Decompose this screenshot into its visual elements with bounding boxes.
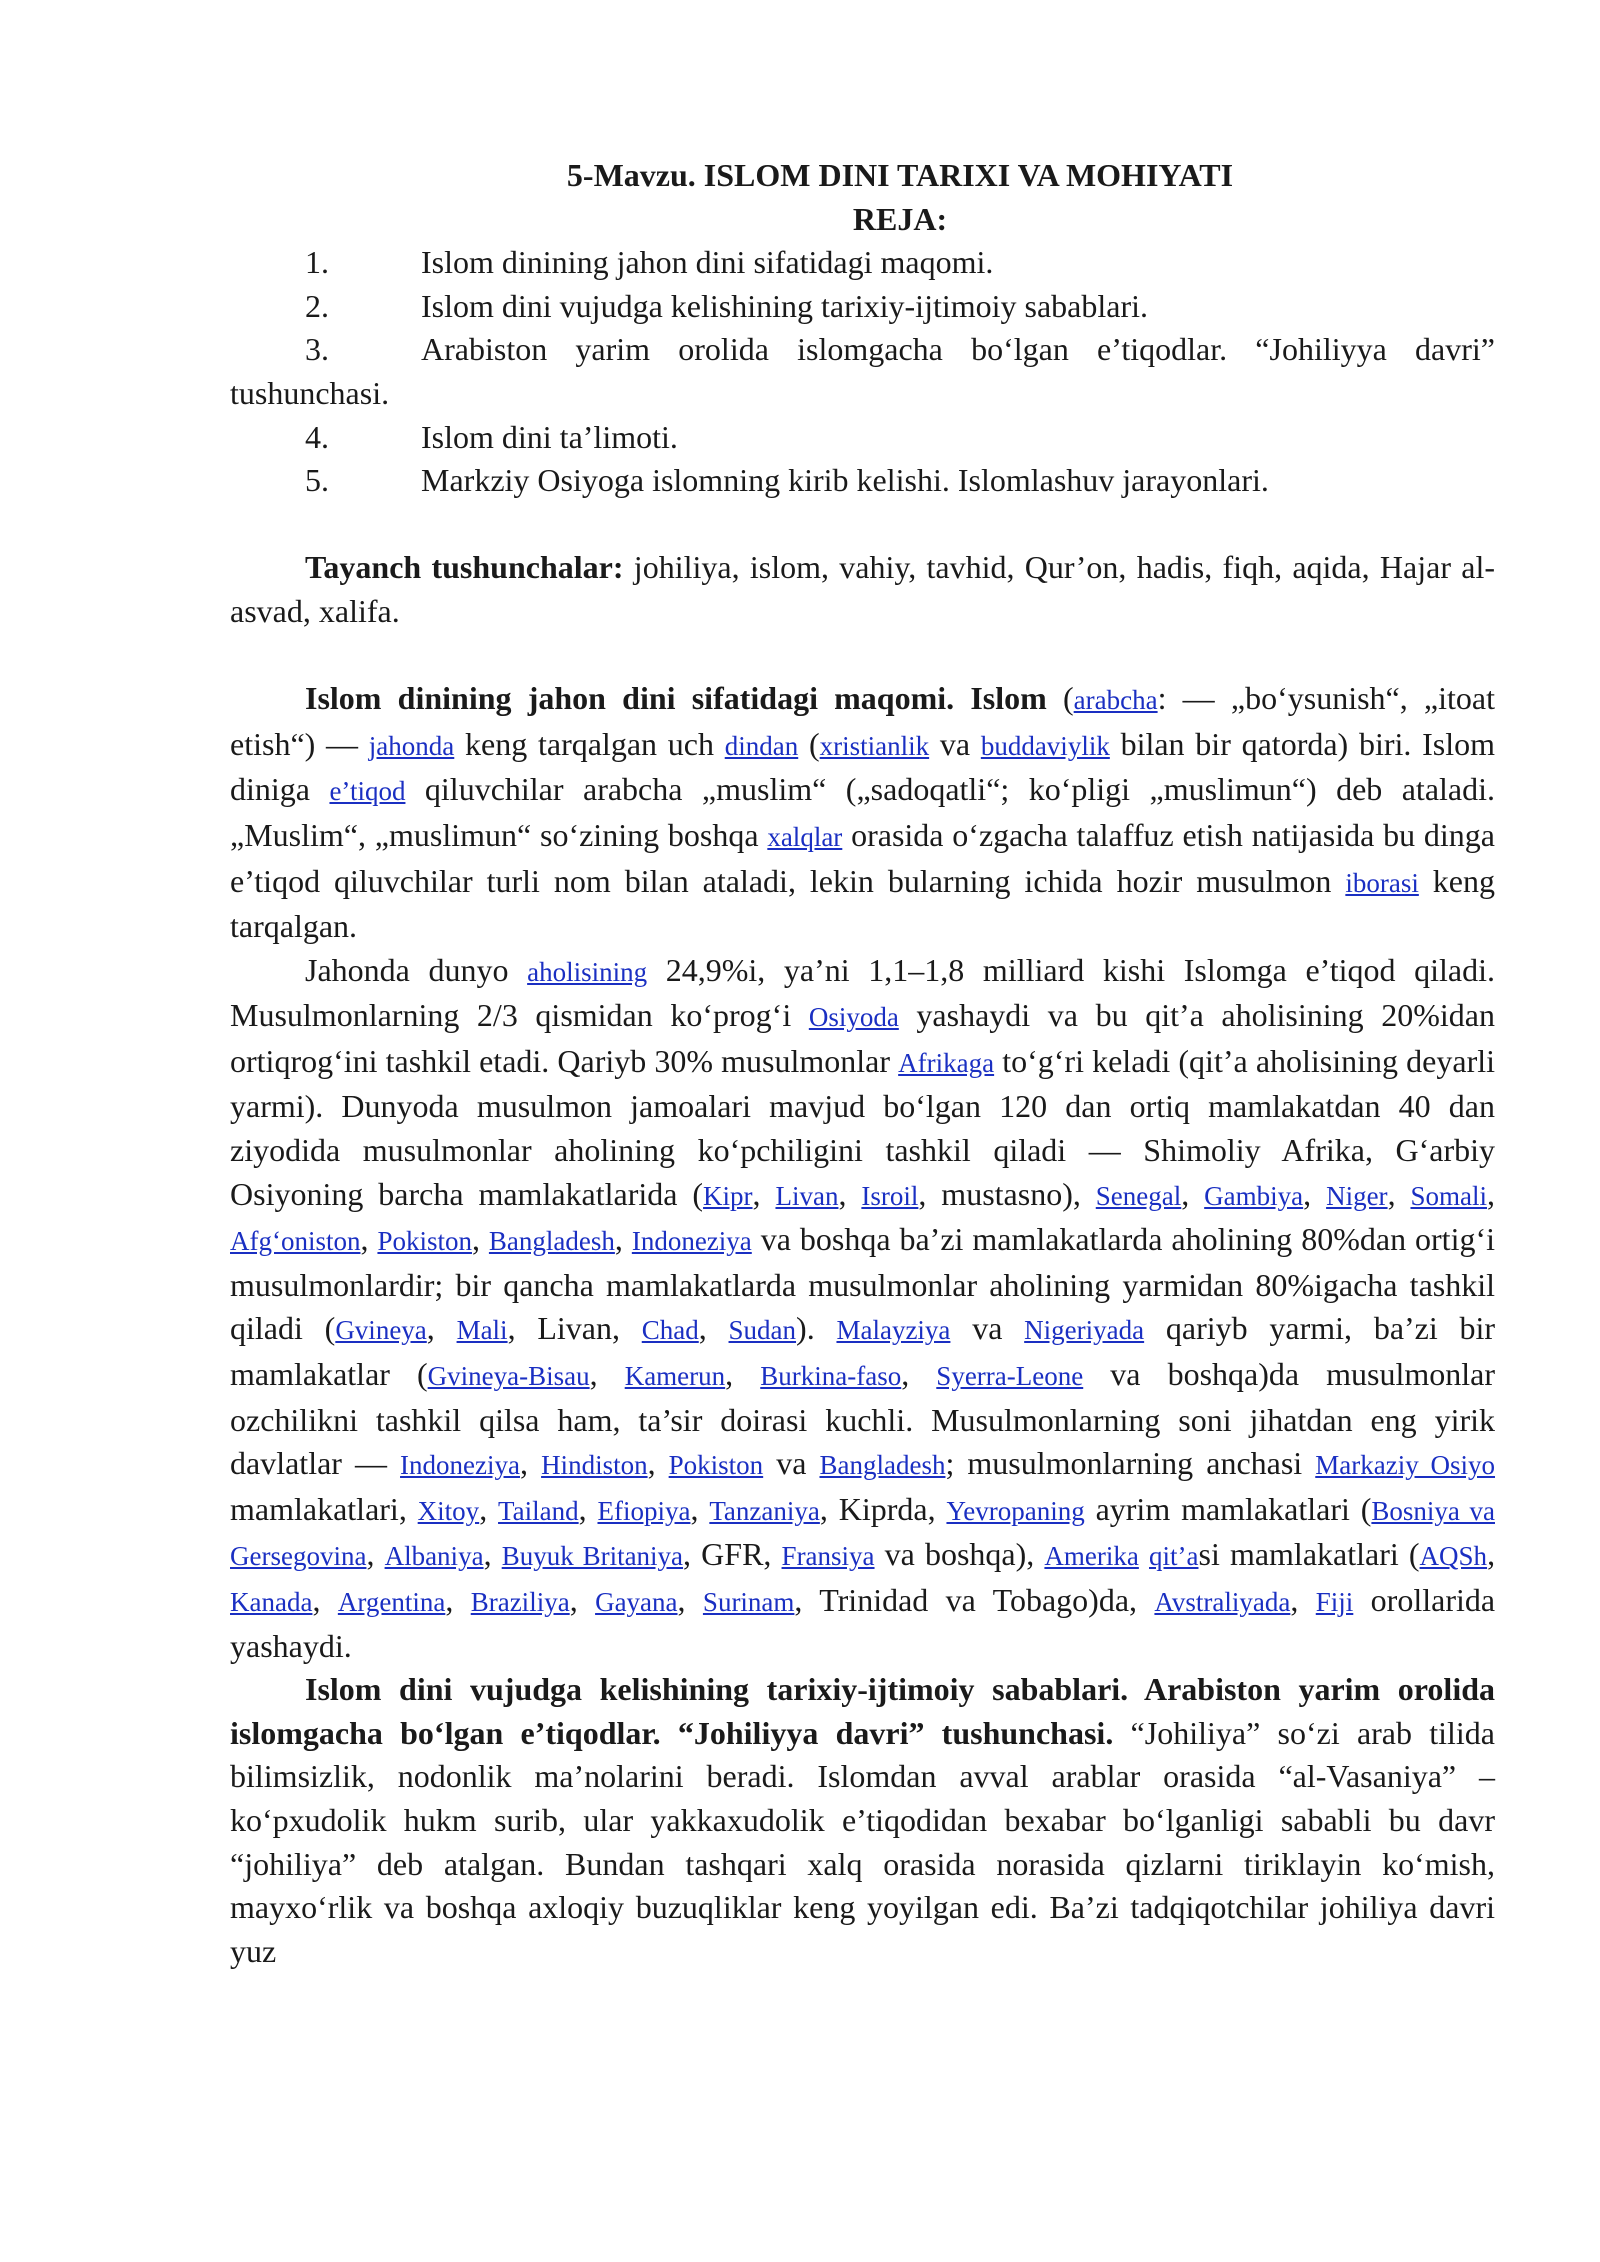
inline-link[interactable]: Xitoy — [417, 1495, 480, 1526]
inline-link[interactable]: Sudan — [728, 1315, 797, 1346]
inline-link[interactable]: Mali — [456, 1315, 508, 1346]
plan-item-text: Islom dini ta’limoti. — [421, 418, 678, 455]
spacer — [230, 503, 1495, 547]
inline-link[interactable]: Kanada — [230, 1587, 313, 1617]
plan-item-text: Islom dini vujudga kelishining tarixiy-ijtimoiy sabablari. — [421, 287, 1149, 324]
plan-item-number: 1. — [305, 244, 329, 281]
inline-link[interactable]: aholisining — [527, 956, 648, 987]
inline-link[interactable]: Burkina-faso — [760, 1361, 902, 1392]
inline-link[interactable]: AQSh — [1419, 1541, 1488, 1572]
inline-link[interactable]: Somali — [1410, 1180, 1487, 1211]
inline-link[interactable]: Braziliya — [470, 1587, 570, 1617]
plan-item — [230, 416, 1495, 460]
inline-link[interactable]: iborasi — [1345, 867, 1419, 898]
page-title: 5-Mavzu. ISLOM DINI TARIXI VA MOHIYATI — [566, 157, 1234, 193]
plan-item-text: Islom dinining jahon dini sifatidagi maqomi. — [421, 244, 994, 281]
inline-link[interactable]: Hindiston — [541, 1450, 648, 1481]
plan-item-text: Arabiston yarim orolida islomgacha bo‘lgan e’tiqodlar. “Johiliyya davri” tushunchasi. — [230, 331, 1495, 411]
inline-link[interactable]: Surinam — [702, 1587, 795, 1617]
inline-link[interactable]: Senegal — [1095, 1180, 1182, 1211]
inline-link[interactable]: Isroil — [861, 1180, 919, 1211]
plan-item-number: 2. — [305, 287, 329, 324]
inline-link[interactable]: Avstraliyada — [1154, 1587, 1291, 1617]
inline-link[interactable]: Nigeriyada — [1024, 1315, 1145, 1346]
inline-link[interactable]: Indoneziya — [631, 1226, 752, 1257]
inline-link[interactable]: Argentina — [337, 1587, 446, 1617]
inline-link[interactable]: Gvineya — [335, 1315, 427, 1346]
inline-link[interactable]: Bangladesh — [488, 1226, 615, 1257]
key-concepts-text: johiliya, islom, vahiy, tavhid, Qur’on, hadis, fiqh, aqida, Hajar al-asvad, xalifa. — [230, 549, 1496, 629]
inline-link[interactable]: Kamerun — [624, 1361, 726, 1392]
inline-link[interactable]: Efiopiya — [597, 1495, 691, 1526]
inline-link[interactable]: Markaziy Osiyo — [1315, 1450, 1496, 1481]
inline-link[interactable]: Osiyoda — [808, 1002, 899, 1033]
plan-item-number: 5. — [305, 462, 329, 499]
inline-link[interactable]: Bosniya va Gersegovina — [230, 1495, 1495, 1572]
inline-link[interactable]: Albaniya — [384, 1541, 484, 1572]
key-concepts-label: Tayanch tushunchalar: — [305, 549, 624, 586]
inline-link[interactable]: qit’a — [1149, 1541, 1199, 1572]
plan-item — [230, 459, 1495, 503]
inline-link[interactable]: Afrikaga — [898, 1047, 995, 1078]
inline-link[interactable]: xristianlik — [819, 730, 930, 761]
inline-link[interactable]: Fransiya — [781, 1541, 875, 1572]
inline-link[interactable]: arabcha — [1073, 685, 1158, 716]
spacer — [230, 634, 1495, 678]
inline-link[interactable]: xalqlar — [767, 821, 843, 852]
inline-link[interactable]: Kipr — [703, 1180, 753, 1211]
inline-link[interactable]: Bangladesh — [819, 1450, 946, 1481]
inline-link[interactable]: Indoneziya — [400, 1450, 520, 1481]
inline-link[interactable]: Tailand — [498, 1495, 579, 1526]
inline-link[interactable]: e’tiqod — [329, 776, 406, 807]
inline-link[interactable]: buddaviylik — [980, 730, 1110, 761]
section1-heading: Islom dinining jahon dini sifatidagi maqomi. Islom — [305, 680, 1047, 717]
section1-paragraph1 — [230, 677, 1495, 949]
plan-item-number: 4. — [305, 418, 329, 455]
key-concepts-paragraph — [230, 546, 1495, 633]
inline-link[interactable]: Chad — [641, 1315, 699, 1346]
plan-heading: REJA: — [852, 200, 948, 237]
document-page — [230, 150, 1495, 1973]
inline-link[interactable]: Syerra-Leone — [936, 1361, 1084, 1392]
section2-paragraph — [230, 1668, 1495, 1973]
inline-link[interactable]: Afg‘oniston — [230, 1226, 361, 1257]
inline-link[interactable]: Niger — [1326, 1180, 1388, 1211]
inline-link[interactable]: Tanzaniya — [709, 1495, 820, 1526]
plan-item-text: Markziy Osiyoga islomning kirib kelishi. Islomlashuv jarayonlari. — [421, 462, 1269, 499]
inline-link[interactable]: Buyuk Britaniya — [501, 1541, 684, 1572]
plan-item-number: 3. — [305, 331, 329, 368]
plan-item — [230, 328, 1495, 415]
section1-paragraph1-body: (arabcha: — „bo‘ysunish“, „itoat etish“) — jahonda keng tarqalgan uch dindan (xristianlik va buddaviylik bilan bir qatorda) biri. Islom diniga e’tiqod qiluvchilar arabcha „muslim“ („sadoqatli“; ko‘pligi „muslimun“) deb ataladi. „Muslim“, „muslimun“ so‘zining boshqa xalqlar orasida o‘zgacha talaffuz etish natijasida bu dinga e’tiqod qiluvchilar turli nom bilan ataladi, lekin bularning ichida hozir musulmon iborasi keng tarqalgan. — [230, 680, 1496, 945]
inline-link[interactable]: Pokiston — [668, 1450, 764, 1481]
inline-link[interactable]: Gayana — [595, 1587, 678, 1617]
inline-link[interactable]: Amerika — [1044, 1541, 1139, 1572]
plan-list — [230, 241, 1495, 503]
inline-link[interactable]: dindan — [724, 730, 799, 761]
inline-link[interactable]: Malayziya — [836, 1315, 951, 1346]
inline-link[interactable]: Gvineya-Bisau — [427, 1361, 590, 1392]
inline-link[interactable]: Livan — [775, 1180, 839, 1211]
plan-item — [230, 241, 1495, 285]
inline-link[interactable]: Gambiya — [1204, 1180, 1304, 1211]
inline-link[interactable]: Yevropaning — [946, 1495, 1085, 1526]
section2-heading: Islom dini vujudga kelishining tarixiy-ijtimoiy sabablari. Arabiston yarim orolida islomgacha bo‘lgan e’tiqodlar. “Johiliyya davri” tushunchasi. — [230, 1671, 1495, 1751]
section1-paragraph2: Jahonda dunyo aholisining 24,9%i, ya’ni 1,1–1,8 milliard kishi Islomga e’tiqod qiladi. Musulmonlarning 2/3 qismidan ko‘prog‘i Osiyoda yashaydi va bu qit’a aholisining 20%idan ortiqrog‘ini tashkil etadi. Qariyb 30% musulmonlar Afrikaga to‘g‘ri keladi (qit’a aholisining deyarli yarmi). Dunyoda musulmon jamoalari mavjud bo‘lgan 120 dan ortiq mamlakatdan 40 dan ziyodida musulmonlar aholining ko‘pchiligini tashkil qiladi — Shimoliy Afrika, G‘arbiy Osiyoning barcha mamlakatlarida (Kipr, Livan, Isroil, mustasno), Senegal, Gambiya, Niger, Somali, Afg‘oniston, Pokiston, Bangladesh, Indoneziya va boshqa ba’zi mamlakatlarda aholining 80%dan ortig‘i musulmonlardir; bir qancha mamlakatlarda musulmonlar aholining yarmidan 80%igacha tashkil qiladi (Gvineya, Mali, Livan, Chad, Sudan). Malayziya va Nigeriyada qariyb yarmi, ba’zi bir mamlakatlar (Gvineya-Bisau, Kamerun, Burkina-faso, Syerra-Leone va boshqa)da musulmonlar ozchilikni tashkil qilsa ham, ta’sir doirasi kuchli. Musulmonlarning soni jihatdan eng yirik davlatlar — Indoneziya, Hindiston, Pokiston va Bangladesh; musulmonlarning anchasi Markaziy Osiyo mamlakatlari, Xitoy, Tailand, Efiopiya, Tanzaniya, Kiprda, Yevropaning ayrim mamlakatlari (Bosniya va Gersegovina, Albaniya, Buyuk Britaniya, GFR, Fransiya va boshqa), Amerika qit’asi mamlakatlari (AQSh, Kanada, Argentina, Braziliya, Gayana, Surinam, Trinidad va Tobago)da, Avstraliyada, Fiji orollarida yashaydi. — [230, 951, 1496, 1664]
section2-text: “Johiliya” so‘zi arab tilida bilimsizlik, nodonlik ma’nolarini beradi. Islomdan avval arablar orasida “al-Vasaniya” – ko‘pxudolik hukm surib, ular yakkaxudolik e’tiqodidan bexabar bo‘lganligi sababli bu davr “johiliya” deb atalgan. Bundan tashqari xalq orasida norasida qizlarni tiriklayin ko‘mish, mayxo‘rlik va boshqa axloqiy buzuqliklar keng yoyilgan edi. Ba’zi tadqiqotchilar johiliya davri yuz — [230, 1714, 1496, 1969]
inline-link[interactable]: Fiji — [1315, 1587, 1354, 1617]
inline-link[interactable]: jahonda — [368, 730, 455, 761]
plan-item — [230, 285, 1495, 329]
inline-link[interactable]: Pokiston — [377, 1226, 472, 1257]
